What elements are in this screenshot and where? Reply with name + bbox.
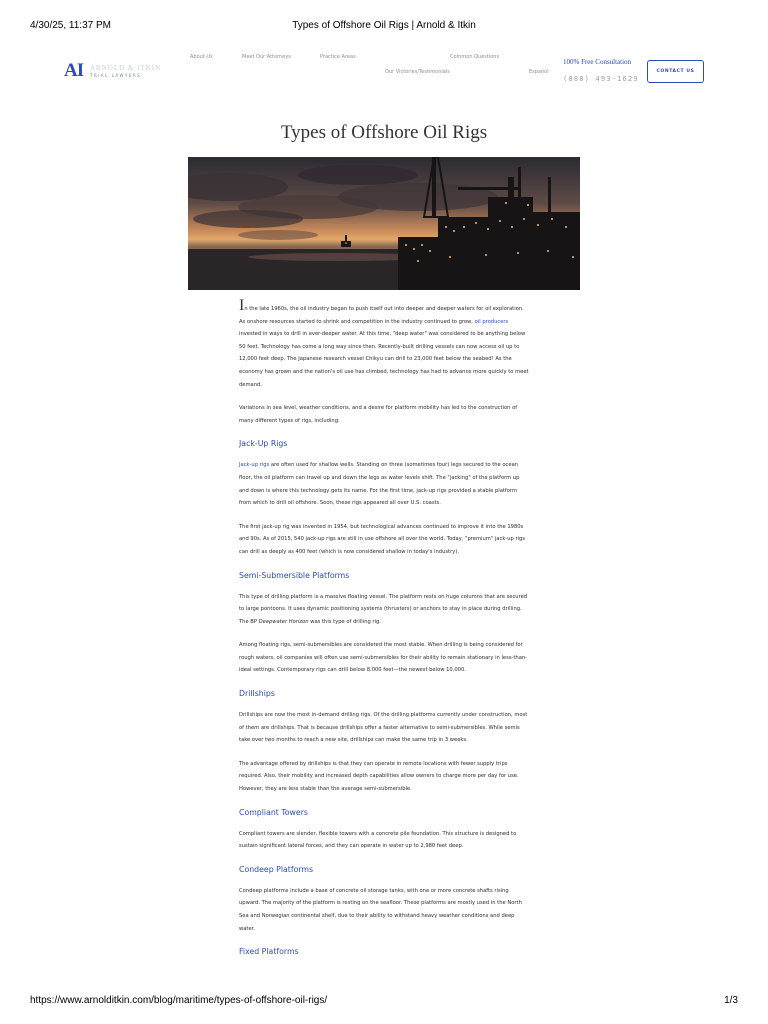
nav-victories-testimonials[interactable]: Our Victories/Testimonials [385, 69, 450, 75]
nav-about-us[interactable]: About Us [190, 54, 213, 60]
compliant-paragraph: Compliant towers are slender, flexible towers with a concrete pile foundation. This structure is designed to sustain significant lateral forces, and they can operate in water up to 2,980 feet deep. [239, 830, 517, 850]
intro-text-2: invested in ways to drill in ever-deeper water. At this time, "deep water" was considered to be anything below 50 feet. Technology has come a long way since then. Recently-built drilling vessels can now access oil up to 12,000 feet deep. The Japanese research vessel Chikyu can drill to 23,000 feet below the seabed! As the economy has grown and the nation's oil use has climbed, technology has had to advance more quickly to meet demand. [239, 331, 529, 388]
semisub-paragraph-1 [239, 591, 529, 629]
jackup-paragraph-1 [239, 459, 529, 509]
print-url: https://www.arnolditkin.com/blog/maritime/types-of-offshore-oil-rigs/ [30, 995, 328, 1006]
intro-text-1: n the late 1960s, the oil industry began to push itself out into deeper and deeper waters for oil exploration. As onshore resources started to shrink and competition in the industry continued to grow, [239, 306, 524, 325]
print-datetime: 4/30/25, 11:37 PM [30, 20, 111, 31]
drillships-paragraph-2: The advantage offered by drillships is that they can operate in remote locations with fewer supply trips required. Also, their mobility and increased depth capabilities allow owners to charge more per day for use. However, they are less stable than the average semi-submersible. [239, 760, 519, 793]
drop-cap: I [239, 297, 245, 314]
site-logo[interactable] [64, 62, 184, 82]
offshore-rig-sunset-photo-icon [188, 157, 580, 290]
print-header [30, 20, 738, 34]
free-consultation-label: 100% Free Consultation [563, 58, 632, 66]
print-page-title: Types of Offshore Oil Rigs | Arnold & Itkin [292, 20, 476, 31]
deepwater-horizon-name: Deepwater Horizon [258, 618, 309, 625]
drillships-paragraph-1: Drillships are now the most in-demand drilling rigs. Of the drilling platforms currently under construction, most of them are drillships. That is because drillships offer a faster alternative to semi-submersibles. While semis take over two months to reach a new site, drillships can make the same trip in 3 weeks. [239, 712, 528, 744]
semisub-paragraph-2: Among floating rigs, semi-submersibles are considered the most stable. When drilling is being considered for rough waters, oil companies will often use semi-submersibles for their ability to remain stationary in less-than-ideal settings. Contemporary rigs can drill below 8,000 feet—the newest below 10,000. [239, 642, 528, 674]
article-title: Types of Offshore Oil Rigs [280, 122, 488, 143]
nav-meet-attorneys[interactable]: Meet Our Attorneys [242, 54, 291, 60]
phone-number-link[interactable]: (888) 493-1629 [563, 75, 639, 83]
logo-subtitle: TRIAL LAWYERS [90, 73, 142, 78]
jackup-paragraph-2: The first jack-up rig was invented in 1954, but technological advances continued to improve it into the 1980s and 90s. As of 2015, 540 jack-up rigs are still in use offshore all over the world. Today, "premium" jack-up rigs can drill as deeply as 400 feet (which is now considered shallow in today's industry). [239, 523, 526, 555]
heading-semi-submersible: Semi-Submersible Platforms [239, 570, 350, 580]
semisub-text-1a: This type of drilling platform is a massive floating vessel. The platform rests on huge columns that are secured to large pontoons. It uses dynamic positioning systems (thrusters) or anchors to stay in place during drilling. The BP [239, 593, 528, 625]
hero-image [188, 157, 580, 290]
contact-us-button[interactable]: CONTACT US [647, 60, 704, 83]
print-page-number: 1/3 [724, 995, 738, 1006]
nav-practice-areas[interactable]: Practice Areas [320, 54, 356, 60]
heading-fixed-platforms: Fixed Platforms [239, 947, 299, 957]
heading-compliant-towers: Compliant Towers [239, 807, 308, 817]
jackup-text-1: are often used for shallow wells. Standing on three (sometimes four) legs secured to the ocean floor, the oil platform can travel up and down the legs as water levels shift. The "jacking" of the platform up and down is where this technology gets its name. For the first time, jack-up rigs provided a stable platform from which to drill oil offshore. Soon, these rigs appeared all over U.S. coasts. [239, 462, 520, 507]
variations-paragraph: Variations in sea level, weather conditions, and a desire for platform mobility has led to the construction of many different types of rigs, including: [239, 405, 518, 424]
article-body [239, 297, 529, 967]
heading-jack-up-rigs: Jack-Up Rigs [239, 439, 288, 449]
heading-condeep-platforms: Condeep Platforms [239, 864, 314, 874]
heading-drillships: Drillships [239, 689, 275, 699]
nav-common-questions[interactable]: Common Questions [450, 54, 500, 60]
semisub-text-1b: was this type of drilling rig. [308, 618, 381, 625]
logo-mark: AI [64, 60, 84, 81]
nav-espanol[interactable]: Español [529, 69, 549, 75]
jack-up-rigs-link[interactable]: Jack-up rigs [239, 462, 270, 469]
condeep-paragraph: Condeep platforms include a base of concrete oil storage tanks, with one or more concrete shafts rising upward. The majority of the platform is resting on the seafloor. These platforms are mostly used in the North Sea and Norwegian continental shelf, due to their ability to withstand heavy weather conditions and deep water. [239, 887, 522, 932]
intro-paragraph [239, 297, 529, 391]
site-header [0, 48, 768, 98]
oil-producers-link[interactable]: oil producers [474, 318, 509, 325]
logo-name: ARNOLD & ITKIN [90, 64, 162, 72]
